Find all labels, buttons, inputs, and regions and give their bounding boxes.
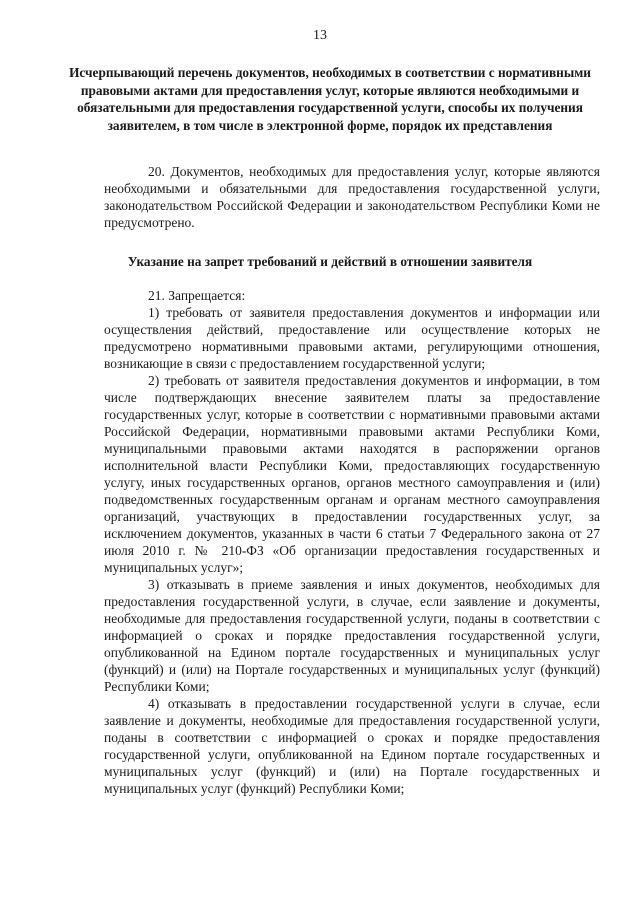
paragraph-21-block [104, 287, 600, 797]
paragraph-20 [104, 163, 600, 231]
list-item-2: 2) требовать от заявителя предоставления документов и информации, в том числе подтверждающих внесение заявителем платы за предоставление государственных услуг, которые в соответствии с нормативными правовыми актами Российской Федерации, нормативными правовыми актами Республики Коми, муниципальными правовыми актами находятся в распоряжении органов исполнительной власти Республики Коми, предоставляющих государственную услугу, иных государственных органов, органов местного самоуправления и (или) подведомственных государственным органам и органам местного самоуправления организаций, участвующих в предоставлении государственных услуг, за исключением документов, указанных в части 6 статьи 7 Федерального закона от 27 июля 2010 г. № 210-ФЗ «Об организации предоставления государственных и муниципальных услуг»; [104, 373, 600, 575]
list-item-4: 4) отказывать в предоставлении государственной услуги в случае, если заявление и документы, необходимые для предоставления государственной услуги, поданы в соответствии с информацией о сроках и порядке предоставления государственной услуги, опубликованной на Едином портале государственных и муниципальных услуг (функций) и (или) на Портале государственных и муниципальных услуг (функций) Республики Коми; [104, 696, 600, 796]
list-item-1: 1) требовать от заявителя предоставления документов и информации или осуществления действий, предоставление или осуществление которых не предусмотрено нормативными правовыми актами, регулирующими отношения, возникающие в связи с предоставлением государственной услуги; [104, 305, 600, 371]
paragraph-text: 20. Документов, необходимых для предоставления услуг, которые являются необходимыми и обязательными для предоставления государственной услуги, законодательством Российской Федерации и законодательством Республики Коми не предусмотрено. [104, 164, 600, 230]
paragraph-21-heading: 21. Запрещается: [148, 288, 246, 303]
list-item-3: 3) отказывать в приеме заявления и иных документов, необходимых для предоставления государственной услуги, в случае, если заявление и документы, необходимые для предоставления государственной услуги, поданы в соответствии с информацией о сроках и порядке предоставления государственной услуги, опубликованной на Едином портале государственных и муниципальных услуг (функций) и (или) на Портале государственных и муниципальных услуг (функций) Республики Коми; [104, 577, 600, 694]
section-title-documents: Исчерпывающий перечень документов, необходимых в соответствии с нормативными правовыми актами для предоставления услуг, которые являются необходимыми и обязательными для предоставления государственной услуги, способы их получения заявителем, в том числе в электронной форме, порядок их представления [69, 65, 591, 133]
page-number: 13 [313, 28, 327, 43]
section-title-prohibitions: Указание на запрет требований и действий в отношении заявителя [127, 254, 533, 269]
